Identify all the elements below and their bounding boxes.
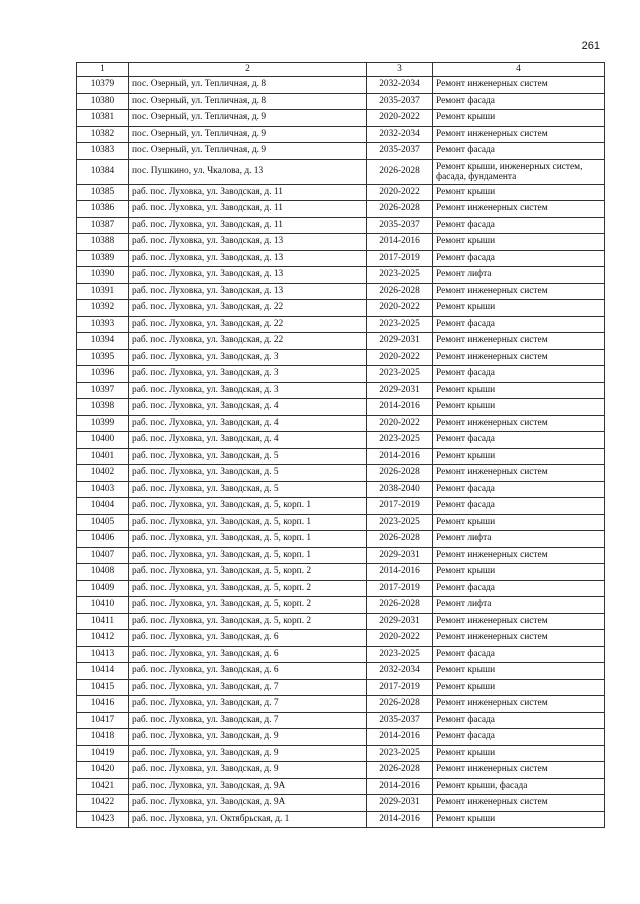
row-number: 10421 (77, 778, 129, 795)
row-period: 2026-2028 (367, 201, 433, 218)
row-period: 2014-2016 (367, 448, 433, 465)
row-period: 2017-2019 (367, 250, 433, 267)
row-period: 2014-2016 (367, 234, 433, 251)
row-work-type: Ремонт крыши (433, 514, 605, 531)
row-period: 2020-2022 (367, 110, 433, 127)
row-address: раб. пос. Луховка, ул. Заводская, д. 6 (129, 630, 367, 647)
table-row (77, 630, 605, 647)
column-header-period: 3 (367, 63, 433, 77)
row-work-type: Ремонт фасада (433, 432, 605, 449)
table-row (77, 531, 605, 548)
row-number: 10405 (77, 514, 129, 531)
row-period: 2029-2031 (367, 382, 433, 399)
row-period: 2035-2037 (367, 712, 433, 729)
row-address: раб. пос. Луховка, ул. Заводская, д. 5, корп. 2 (129, 580, 367, 597)
row-number: 10386 (77, 201, 129, 218)
row-period: 2032-2034 (367, 663, 433, 680)
row-period: 2029-2031 (367, 613, 433, 630)
row-address: раб. пос. Луховка, ул. Заводская, д. 4 (129, 399, 367, 416)
row-address: раб. пос. Луховка, ул. Заводская, д. 5, корп. 1 (129, 547, 367, 564)
row-period: 2038-2040 (367, 481, 433, 498)
table-row (77, 613, 605, 630)
row-address: раб. пос. Луховка, ул. Заводская, д. 5, корп. 1 (129, 498, 367, 515)
row-number: 10385 (77, 184, 129, 201)
row-number: 10399 (77, 415, 129, 432)
row-work-type: Ремонт инженерных систем (433, 465, 605, 482)
table-row (77, 448, 605, 465)
column-header-work-type: 4 (433, 63, 605, 77)
table-row (77, 93, 605, 110)
row-period: 2026-2028 (367, 597, 433, 614)
table-row (77, 432, 605, 449)
row-address: раб. пос. Луховка, ул. Заводская, д. 5 (129, 465, 367, 482)
row-address: раб. пос. Луховка, ул. Заводская, д. 9А (129, 778, 367, 795)
row-address: раб. пос. Луховка, ул. Заводская, д. 11 (129, 201, 367, 218)
row-address: раб. пос. Луховка, ул. Заводская, д. 22 (129, 333, 367, 350)
row-work-type: Ремонт лифта (433, 597, 605, 614)
table-row (77, 366, 605, 383)
row-address: раб. пос. Луховка, ул. Заводская, д. 5, корп. 1 (129, 514, 367, 531)
row-work-type: Ремонт инженерных систем (433, 547, 605, 564)
row-number: 10396 (77, 366, 129, 383)
row-period: 2020-2022 (367, 300, 433, 317)
table-row (77, 564, 605, 581)
table-row (77, 646, 605, 663)
row-work-type: Ремонт лифта (433, 267, 605, 284)
row-work-type: Ремонт инженерных систем (433, 77, 605, 94)
table-row (77, 580, 605, 597)
row-number: 10418 (77, 729, 129, 746)
row-address: пос. Озерный, ул. Тепличная, д. 8 (129, 93, 367, 110)
row-address: раб. пос. Луховка, ул. Заводская, д. 4 (129, 415, 367, 432)
row-address: раб. пос. Луховка, ул. Заводская, д. 9А (129, 795, 367, 812)
repair-schedule-table (76, 62, 605, 828)
row-work-type: Ремонт фасада (433, 712, 605, 729)
row-work-type: Ремонт крыши (433, 564, 605, 581)
row-work-type: Ремонт крыши (433, 234, 605, 251)
table-row (77, 481, 605, 498)
row-work-type: Ремонт крыши (433, 300, 605, 317)
row-period: 2020-2022 (367, 184, 433, 201)
row-number: 10420 (77, 762, 129, 779)
row-number: 10397 (77, 382, 129, 399)
row-address: раб. пос. Луховка, ул. Заводская, д. 6 (129, 663, 367, 680)
table-row (77, 316, 605, 333)
row-work-type: Ремонт крыши (433, 663, 605, 680)
row-work-type: Ремонт фасада (433, 93, 605, 110)
table-row (77, 498, 605, 515)
row-address: раб. пос. Луховка, ул. Заводская, д. 7 (129, 712, 367, 729)
row-number: 10400 (77, 432, 129, 449)
row-period: 2020-2022 (367, 349, 433, 366)
row-work-type: Ремонт фасада (433, 143, 605, 160)
table-row (77, 547, 605, 564)
row-number: 10412 (77, 630, 129, 647)
table-row (77, 250, 605, 267)
row-work-type: Ремонт крыши (433, 110, 605, 127)
row-period: 2017-2019 (367, 498, 433, 515)
table-row (77, 811, 605, 828)
table-header-row (77, 63, 605, 77)
row-number: 10402 (77, 465, 129, 482)
row-number: 10422 (77, 795, 129, 812)
table-row (77, 465, 605, 482)
row-number: 10406 (77, 531, 129, 548)
row-address: пос. Озерный, ул. Тепличная, д. 9 (129, 110, 367, 127)
table-row (77, 795, 605, 812)
row-address: раб. пос. Луховка, ул. Заводская, д. 9 (129, 762, 367, 779)
row-period: 2026-2028 (367, 762, 433, 779)
row-period: 2023-2025 (367, 514, 433, 531)
row-address: раб. пос. Луховка, ул. Заводская, д. 13 (129, 267, 367, 284)
row-work-type: Ремонт крыши (433, 382, 605, 399)
row-work-type: Ремонт инженерных систем (433, 415, 605, 432)
row-address: раб. пос. Луховка, ул. Заводская, д. 11 (129, 217, 367, 234)
row-period: 2035-2037 (367, 93, 433, 110)
row-address: раб. пос. Луховка, ул. Заводская, д. 13 (129, 234, 367, 251)
row-work-type: Ремонт крыши, фасада (433, 778, 605, 795)
row-work-type: Ремонт фасада (433, 729, 605, 746)
row-address: раб. пос. Луховка, ул. Октябрьская, д. 1 (129, 811, 367, 828)
row-address: раб. пос. Луховка, ул. Заводская, д. 5, корп. 2 (129, 597, 367, 614)
row-period: 2023-2025 (367, 646, 433, 663)
row-work-type: Ремонт инженерных систем (433, 201, 605, 218)
table-row (77, 126, 605, 143)
row-period: 2035-2037 (367, 217, 433, 234)
row-number: 10379 (77, 77, 129, 94)
row-address: раб. пос. Луховка, ул. Заводская, д. 7 (129, 679, 367, 696)
row-period: 2029-2031 (367, 333, 433, 350)
row-address: раб. пос. Луховка, ул. Заводская, д. 3 (129, 366, 367, 383)
table-row (77, 184, 605, 201)
row-period: 2017-2019 (367, 580, 433, 597)
table-row (77, 696, 605, 713)
row-period: 2026-2028 (367, 696, 433, 713)
table-row (77, 349, 605, 366)
row-address: пос. Озерный, ул. Тепличная, д. 8 (129, 77, 367, 94)
row-number: 10381 (77, 110, 129, 127)
table-row (77, 745, 605, 762)
row-number: 10391 (77, 283, 129, 300)
row-number: 10404 (77, 498, 129, 515)
row-number: 10395 (77, 349, 129, 366)
row-work-type: Ремонт фасада (433, 366, 605, 383)
table-row (77, 663, 605, 680)
row-number: 10398 (77, 399, 129, 416)
row-number: 10390 (77, 267, 129, 284)
row-work-type: Ремонт крыши (433, 679, 605, 696)
row-work-type: Ремонт инженерных систем (433, 333, 605, 350)
row-number: 10384 (77, 159, 129, 184)
row-work-type: Ремонт инженерных систем (433, 696, 605, 713)
row-number: 10411 (77, 613, 129, 630)
row-period: 2014-2016 (367, 729, 433, 746)
table-row (77, 729, 605, 746)
table-row (77, 415, 605, 432)
row-number: 10413 (77, 646, 129, 663)
row-number: 10393 (77, 316, 129, 333)
row-work-type: Ремонт инженерных систем (433, 762, 605, 779)
row-work-type: Ремонт крыши (433, 811, 605, 828)
row-period: 2014-2016 (367, 564, 433, 581)
row-number: 10423 (77, 811, 129, 828)
row-work-type: Ремонт фасада (433, 498, 605, 515)
row-work-type: Ремонт крыши (433, 399, 605, 416)
row-number: 10387 (77, 217, 129, 234)
row-number: 10416 (77, 696, 129, 713)
row-period: 2017-2019 (367, 679, 433, 696)
table-row (77, 597, 605, 614)
row-address: раб. пос. Луховка, ул. Заводская, д. 5, корп. 2 (129, 613, 367, 630)
row-period: 2029-2031 (367, 547, 433, 564)
table-body (77, 63, 605, 828)
row-work-type: Ремонт фасада (433, 217, 605, 234)
row-number: 10388 (77, 234, 129, 251)
row-work-type: Ремонт фасада (433, 580, 605, 597)
row-address: раб. пос. Луховка, ул. Заводская, д. 22 (129, 300, 367, 317)
page-number: 261 (581, 40, 600, 52)
row-work-type: Ремонт фасада (433, 481, 605, 498)
row-number: 10401 (77, 448, 129, 465)
row-period: 2029-2031 (367, 795, 433, 812)
row-work-type: Ремонт инженерных систем (433, 613, 605, 630)
row-address: пос. Пушкино, ул. Чкалова, д. 13 (129, 159, 367, 184)
row-address: раб. пос. Луховка, ул. Заводская, д. 4 (129, 432, 367, 449)
row-work-type: Ремонт инженерных систем (433, 283, 605, 300)
row-number: 10414 (77, 663, 129, 680)
table-row (77, 333, 605, 350)
row-period: 2023-2025 (367, 366, 433, 383)
row-period: 2020-2022 (367, 630, 433, 647)
row-work-type: Ремонт инженерных систем (433, 630, 605, 647)
row-work-type: Ремонт инженерных систем (433, 795, 605, 812)
row-work-type: Ремонт крыши (433, 745, 605, 762)
column-header-number: 1 (77, 63, 129, 77)
row-address: раб. пос. Луховка, ул. Заводская, д. 9 (129, 745, 367, 762)
table-row (77, 234, 605, 251)
row-period: 2023-2025 (367, 432, 433, 449)
table-row (77, 283, 605, 300)
table-row (77, 762, 605, 779)
row-work-type: Ремонт фасада (433, 250, 605, 267)
row-address: раб. пос. Луховка, ул. Заводская, д. 5 (129, 481, 367, 498)
row-number: 10392 (77, 300, 129, 317)
row-address: раб. пос. Луховка, ул. Заводская, д. 7 (129, 696, 367, 713)
row-address: раб. пос. Луховка, ул. Заводская, д. 13 (129, 283, 367, 300)
row-number: 10419 (77, 745, 129, 762)
row-work-type: Ремонт фасада (433, 646, 605, 663)
row-work-type: Ремонт инженерных систем (433, 126, 605, 143)
row-number: 10380 (77, 93, 129, 110)
row-period: 2035-2037 (367, 143, 433, 160)
row-work-type: Ремонт крыши (433, 184, 605, 201)
table-row (77, 778, 605, 795)
row-address: пос. Озерный, ул. Тепличная, д. 9 (129, 143, 367, 160)
row-work-type: Ремонт крыши, инженерных систем, фасада, фундамента (433, 159, 605, 184)
table-row (77, 399, 605, 416)
row-number: 10394 (77, 333, 129, 350)
table-row (77, 300, 605, 317)
row-work-type: Ремонт крыши (433, 448, 605, 465)
table-row (77, 679, 605, 696)
row-period: 2026-2028 (367, 465, 433, 482)
row-number: 10407 (77, 547, 129, 564)
table-row (77, 143, 605, 160)
row-period: 2023-2025 (367, 316, 433, 333)
row-number: 10415 (77, 679, 129, 696)
row-address: раб. пос. Луховка, ул. Заводская, д. 13 (129, 250, 367, 267)
row-period: 2026-2028 (367, 283, 433, 300)
table-row (77, 159, 605, 184)
table-row (77, 110, 605, 127)
table-row (77, 217, 605, 234)
row-period: 2026-2028 (367, 159, 433, 184)
row-period: 2032-2034 (367, 126, 433, 143)
row-address: раб. пос. Луховка, ул. Заводская, д. 3 (129, 349, 367, 366)
column-header-address: 2 (129, 63, 367, 77)
row-address: раб. пос. Луховка, ул. Заводская, д. 5, корп. 2 (129, 564, 367, 581)
row-number: 10389 (77, 250, 129, 267)
table-row (77, 712, 605, 729)
row-period: 2023-2025 (367, 267, 433, 284)
row-period: 2014-2016 (367, 778, 433, 795)
row-number: 10409 (77, 580, 129, 597)
row-work-type: Ремонт инженерных систем (433, 349, 605, 366)
table-row (77, 201, 605, 218)
row-period: 2023-2025 (367, 745, 433, 762)
table-row (77, 267, 605, 284)
row-address: раб. пос. Луховка, ул. Заводская, д. 9 (129, 729, 367, 746)
row-period: 2014-2016 (367, 811, 433, 828)
row-number: 10410 (77, 597, 129, 614)
row-period: 2014-2016 (367, 399, 433, 416)
row-period: 2032-2034 (367, 77, 433, 94)
row-address: раб. пос. Луховка, ул. Заводская, д. 11 (129, 184, 367, 201)
row-address: раб. пос. Луховка, ул. Заводская, д. 22 (129, 316, 367, 333)
row-address: раб. пос. Луховка, ул. Заводская, д. 5, корп. 1 (129, 531, 367, 548)
row-number: 10382 (77, 126, 129, 143)
row-number: 10383 (77, 143, 129, 160)
row-address: пос. Озерный, ул. Тепличная, д. 9 (129, 126, 367, 143)
row-address: раб. пос. Луховка, ул. Заводская, д. 6 (129, 646, 367, 663)
row-address: раб. пос. Луховка, ул. Заводская, д. 3 (129, 382, 367, 399)
row-work-type: Ремонт лифта (433, 531, 605, 548)
row-period: 2026-2028 (367, 531, 433, 548)
row-number: 10403 (77, 481, 129, 498)
row-work-type: Ремонт фасада (433, 316, 605, 333)
table-row (77, 514, 605, 531)
table-row (77, 77, 605, 94)
row-number: 10417 (77, 712, 129, 729)
row-period: 2020-2022 (367, 415, 433, 432)
row-address: раб. пос. Луховка, ул. Заводская, д. 5 (129, 448, 367, 465)
table-row (77, 382, 605, 399)
row-number: 10408 (77, 564, 129, 581)
